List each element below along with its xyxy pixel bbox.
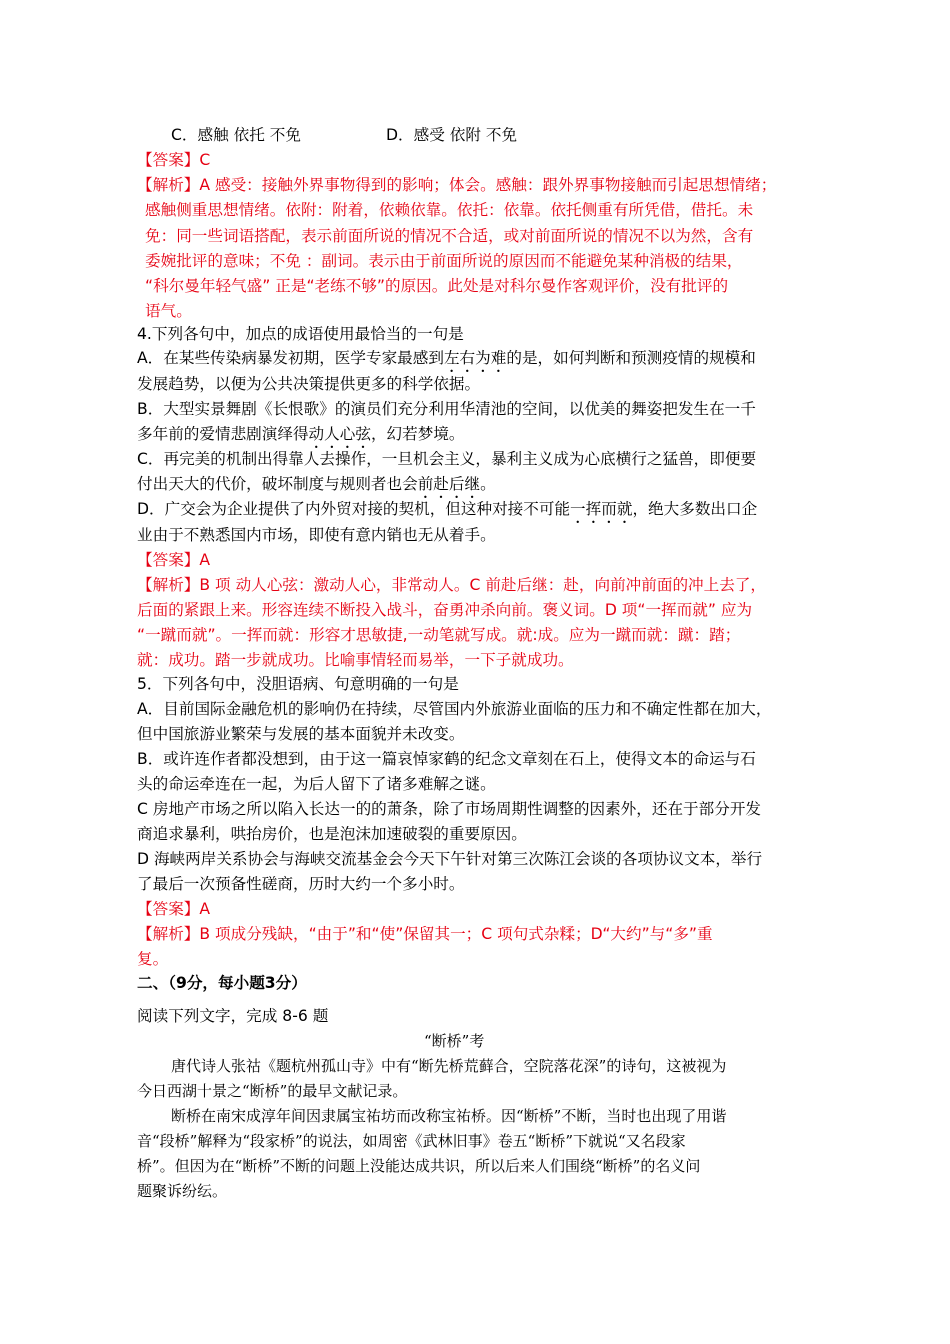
q3-answer: 【答案】C: [137, 151, 211, 169]
q4-analysis-line: 【解析】B 项 动人心弦：激动人心，非常动人。C 前赴后继：赴，向前冲前面的冲上去了，: [137, 576, 767, 594]
text: ，绝大多数出口企: [632, 500, 758, 518]
q5-answer: 【答案】A: [137, 900, 211, 918]
q4-analysis-line: 后面的紧跟上来。形容连续不断投入战斗，奋勇冲杀向前。褒义词。D 项“一挥而就” 应为: [137, 601, 753, 619]
q3-analysis-line: “科尔曼年轻气盛” 正是“老练不够”的原因。此处是对科尔曼作客观评价，没有批评的: [145, 277, 729, 295]
q5-line: D 海峡两岸关系协会与海峡交流基金会今天下午针对第三次陈江会谈的各项协议文本，举行: [137, 850, 763, 868]
text: 。: [480, 475, 496, 493]
text: 付出天大的代价，破坏制度与规则者也会: [137, 475, 418, 493]
q4-option-d-line1: [137, 498, 757, 527]
q5-line: 商追求暴利，哄抬房价，也是泡沫加速破裂的重要原因。: [137, 825, 527, 843]
passage-line: 今日西湖十景之“断桥”的最早文献记录。: [137, 1082, 408, 1100]
q4-stem: 4.下列各句中，加点的成语使用最恰当的一句是: [137, 325, 464, 343]
passage-line: 题聚诉纷纭。: [137, 1182, 228, 1200]
q5-analysis-line: 【解析】B 项成分残缺，“由于”和“使”保留其一；C 项句式杂糅；D“大约”与“多”重: [137, 925, 713, 943]
text: A．在某些传染病暴发初期，医学专家最感到: [137, 349, 444, 367]
text: 多年前的爱情悲剧演绎得: [137, 425, 309, 443]
q5-line: 头的命运牵连在一起，为后人留下了诸多难解之谜。: [137, 775, 496, 793]
q5-line: 了最后一次预备性磋商，历时大约一个多小时。: [137, 875, 465, 893]
passage-line: 桥”。但因为在“断桥”不断的问题上没能达成共识，所以后来人们围绕“断桥”的名义问: [137, 1157, 701, 1175]
q4-analysis-line: 就：成功。踏一步就成功。比喻事情轻而易举，一下子就成功。: [137, 651, 574, 669]
q5-stem: 5．下列各句中，没胆语病、句意明确的一句是: [137, 675, 459, 693]
text: ，幻若梦境。: [370, 425, 465, 443]
q3-option-c: C．感触 依托 不免: [171, 126, 301, 144]
passage-line: 断桥在南宋成淳年间因隶属宝祐坊而改称宝祐桥。因“断桥”不断，当时也出现了用谐: [171, 1107, 727, 1125]
q4-option-c-line1: C．再完美的机制出得靠人去操作，一旦机会主义，暴利主义成为心底横行之猛兽，即便要: [137, 450, 757, 468]
text: D．广交会为企业提供了内外贸对接的契机，但这种对接不可能: [137, 500, 571, 518]
section-heading: 二、（9分，每小题3分）: [137, 974, 307, 992]
q3-analysis-line: 感触侧重思想情绪。依附：附着，依赖依靠。依托：依靠。依托侧重有所凭借，借托。未: [145, 201, 754, 219]
q3-analysis-line: 免：同一些词语搭配，表示前面所说的情况不合适，或对前面所说的情况不以为然，含有: [145, 227, 754, 245]
q4-option-d-line2: 业由于不熟悉国内市场，即使有意内销也无从着手。: [137, 526, 496, 544]
passage-line: 唐代诗人张祜《题杭州孤山寺》中有“断先桥荒藓合，空院落花深”的诗句，这被视为: [171, 1057, 727, 1075]
passage-title: “断桥”考: [424, 1032, 485, 1050]
q5-line: 但中国旅游业繁荣与发展的基本面貌并未改变。: [137, 725, 465, 743]
emphasized-idiom: 一挥而就: [570, 500, 633, 518]
q5-line: A．目前国际金融危机的影响仍在持续，尽管国内外旅游业面临的压力和不确定性都在加大，: [137, 700, 772, 718]
q4-answer: 【答案】A: [137, 551, 211, 569]
text: 的是，如何判断和预测疫情的规模和: [506, 349, 756, 367]
q4-option-a-line1: [137, 347, 756, 376]
q3-analysis-line: 语气。: [145, 302, 192, 320]
q5-line: C 房地产市场之所以陷入长达一的的萧条，除了市场周期性调整的因素外，还在于部分开发: [137, 800, 762, 818]
q4-option-b-line1: B．大型实景舞剧《长恨歌》的演员们充分利用华清池的空间，以优美的舞姿把发生在一千: [137, 400, 756, 418]
q4-option-a-line2: 发展趋势，以便为公共决策提供更多的科学依据。: [137, 375, 481, 393]
passage-line: 音“段桥”解释为“段家桥”的说法，如周密《武林旧事》卷五“断桥”下就说“又名段家: [137, 1132, 686, 1150]
q5-analysis-line: 复。: [137, 950, 169, 968]
q4-analysis-line: “一蹴而就”。一挥而就：形容才思敏捷,一动笔就写成。就:成。应为一蹴而就：蹴：踏；: [137, 626, 741, 644]
emphasized-idiom: 左右为难: [443, 349, 507, 367]
q3-option-d: D．感受 依附 不免: [386, 126, 518, 144]
emphasized-idiom: 动人心弦: [308, 425, 371, 443]
q5-line: B．或许连作者都没想到，由于这一篇哀悼家鹤的纪念文章刻在石上，使得文本的命运与石: [137, 750, 756, 768]
section-instruction: 阅读下列文字，完成 8-6 题: [137, 1007, 329, 1025]
q3-analysis-line: 委婉批评的意味；不免 ：副词。表示由于前面所说的原因而不能避免某种消极的结果，: [145, 252, 743, 270]
emphasized-idiom: 前赴后继: [417, 475, 481, 493]
q3-analysis-line: 【解析】A 感受：接触外界事物得到的影响；体会。感触：跟外界事物接触而引起思想情绪；: [137, 176, 777, 194]
